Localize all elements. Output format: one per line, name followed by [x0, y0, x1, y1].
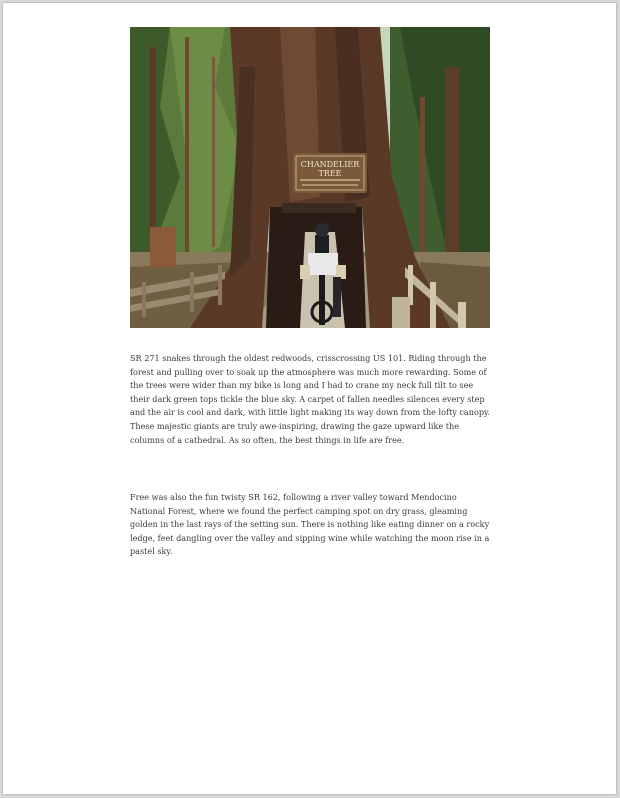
- document-page: [3, 3, 616, 794]
- paragraph-sr162: Free was also the fun twisty SR 162, following a river valley toward Mendocino National Forest, where we found the perfect camping spot on dry grass, gleaming golden in the last rays of the setting sun. There is nothing like eating dinner on a rocky ledge, feet dangling over the valley and sipping wine while watching the moon rise in a pastel sky.: [130, 492, 490, 557]
- paragraph-redwoods: SR 271 snakes through the oldest redwoods, crisscrossing US 101. Riding through the forest and pulling over to soak up the atmosphere was much more rewarding. Some of the trees were wider than my bike is long and I had to crane my neck full tilt to see their dark green tops tickle the blue sky. A carpet of fallen needles silences every step and the air is cool and dark, with little light making its way down from the lofty canopy. These majestic giants are truly awe-inspiring, drawing the gaze upward like the columns of a cathedral. As so often, the best things in life are free.: [130, 353, 491, 445]
- sign-line1: CHANDELIER: [300, 160, 360, 169]
- chandelier-tree-photo: [130, 27, 490, 328]
- sign-line2: TREE: [318, 169, 342, 178]
